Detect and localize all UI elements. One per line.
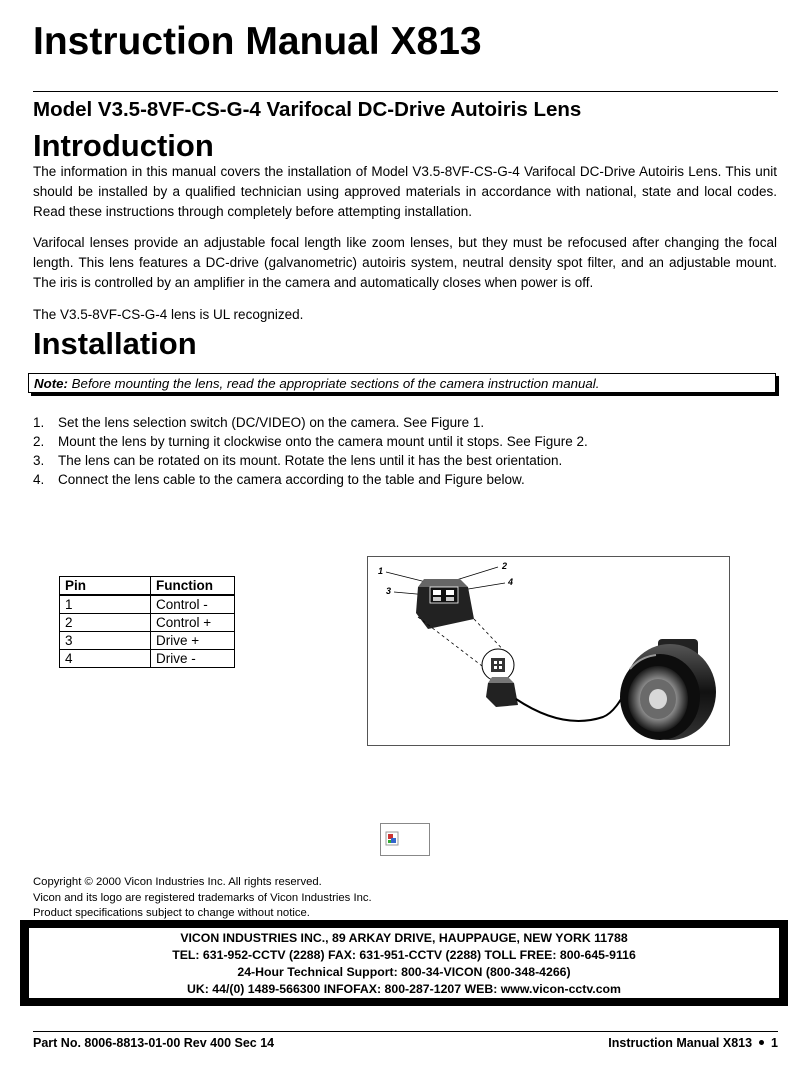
note-label: Note: — [34, 376, 68, 391]
lens-body — [620, 639, 716, 740]
broken-image-icon — [381, 824, 429, 855]
table-row — [60, 595, 235, 614]
model-heading: Model V3.5-8VF-CS-G-4 Varifocal DC-Drive Autoiris Lens — [33, 98, 582, 121]
contact-uk-web: UK: 44/(0) 1489-566300 INFOFAX: 800-287-1207 WEB: www.vicon-cctv.com — [187, 982, 621, 996]
footer-page-info — [608, 1034, 778, 1052]
lens-illustration — [368, 557, 729, 745]
intro-paragraph: Varifocal lenses provide an adjustable focal length like zoom lenses, but they must be refocused after changing the focal length. This lens features a DC-drive (galvanometric) autoiris system, neutral density spot filter, and an adjustable mount. The iris is controlled by an amplifier in the camera and automatically closes when power is off. — [33, 235, 777, 290]
note-text: Before mounting the lens, read the appropriate sections of the camera instruction manual. — [67, 376, 600, 391]
installation-heading: Installation — [33, 326, 197, 361]
step-text: Connect the lens cable to the camera according to the table and Figure below. — [58, 472, 525, 487]
list-item — [33, 470, 588, 489]
column-header-function: Function — [151, 577, 235, 596]
table-row — [60, 650, 235, 668]
function-cell: Control + — [151, 614, 235, 632]
pin-function-table — [59, 576, 235, 668]
callout-label: 3 — [386, 586, 392, 596]
document-title: Instruction Manual X813 — [33, 20, 482, 63]
contact-address: VICON INDUSTRIES INC., 89 ARKAY DRIVE, HAUPPAUGE, NEW YORK 11788 — [180, 931, 628, 945]
list-item — [33, 451, 588, 470]
part-number: Part No. 8006-8813-01-00 Rev 400 Sec 14 — [33, 1036, 275, 1050]
contact-info — [29, 928, 779, 998]
list-item — [33, 413, 588, 432]
connector-closeup — [416, 579, 474, 629]
pin-cell: 3 — [60, 632, 151, 650]
pin-cell: 2 — [60, 614, 151, 632]
table-row — [60, 614, 235, 632]
bullet-icon — [759, 1040, 764, 1045]
pin-cell: 1 — [60, 595, 151, 614]
step-number: 1. — [33, 415, 45, 430]
contact-support: 24-Hour Technical Support: 800-34-VICON (800-348-4266) — [237, 965, 571, 979]
step-number: 3. — [33, 453, 45, 468]
broken-image-placeholder — [380, 823, 430, 856]
column-header-pin: Pin — [60, 577, 151, 596]
installation-steps — [33, 413, 588, 489]
lens-connector-figure — [367, 556, 730, 746]
callout-label: 1 — [378, 566, 384, 576]
table-header-row — [60, 577, 235, 596]
step-number: 2. — [33, 434, 45, 449]
contact-phone: TEL: 631-952-CCTV (2288) FAX: 631-951-CCTV (2288) TOLL FREE: 800-645-9116 — [172, 948, 636, 962]
footer-divider — [33, 1031, 778, 1032]
footer-manual-title: Instruction Manual X813 — [608, 1036, 753, 1050]
intro-paragraph: The information in this manual covers the installation of Model V3.5-8VF-CS-G-4 Varifocal DC-Drive Autoiris Lens. This unit should be installed by a qualified technician using approved materials in accordance with national, state and local codes. Read these instructions through completely before attempting installation. — [33, 164, 777, 219]
copyright-text: Copyright © 2000 Vicon Industries Inc. All rights reserved. — [33, 876, 322, 888]
cable-connector — [482, 649, 518, 707]
list-item — [33, 432, 588, 451]
note-box — [28, 373, 776, 393]
intro-paragraph: The V3.5-8VF-CS-G-4 lens is UL recognized. — [33, 307, 304, 322]
function-cell: Control - — [151, 595, 235, 614]
function-cell: Drive + — [151, 632, 235, 650]
callout-label: 2 — [502, 561, 508, 571]
step-text: Mount the lens by turning it clockwise onto the camera mount until it stops. See Figure 2. — [58, 434, 588, 449]
step-text: The lens can be rotated on its mount. Rotate the lens until it has the best orientation. — [58, 453, 563, 468]
step-text: Set the lens selection switch (DC/VIDEO) on the camera. See Figure 1. — [58, 415, 485, 430]
function-cell: Drive - — [151, 650, 235, 668]
step-number: 4. — [33, 472, 45, 487]
callout-label: 4 — [508, 577, 514, 587]
introduction-heading: Introduction — [33, 128, 214, 163]
title-divider — [33, 91, 778, 92]
table-row — [60, 632, 235, 650]
specs-disclaimer: Product specifications subject to change without notice. — [33, 907, 310, 919]
page-number: 1 — [771, 1036, 778, 1050]
pin-cell: 4 — [60, 650, 151, 668]
trademark-text: Vicon and its logo are registered trademarks of Vicon Industries Inc. — [33, 892, 372, 904]
